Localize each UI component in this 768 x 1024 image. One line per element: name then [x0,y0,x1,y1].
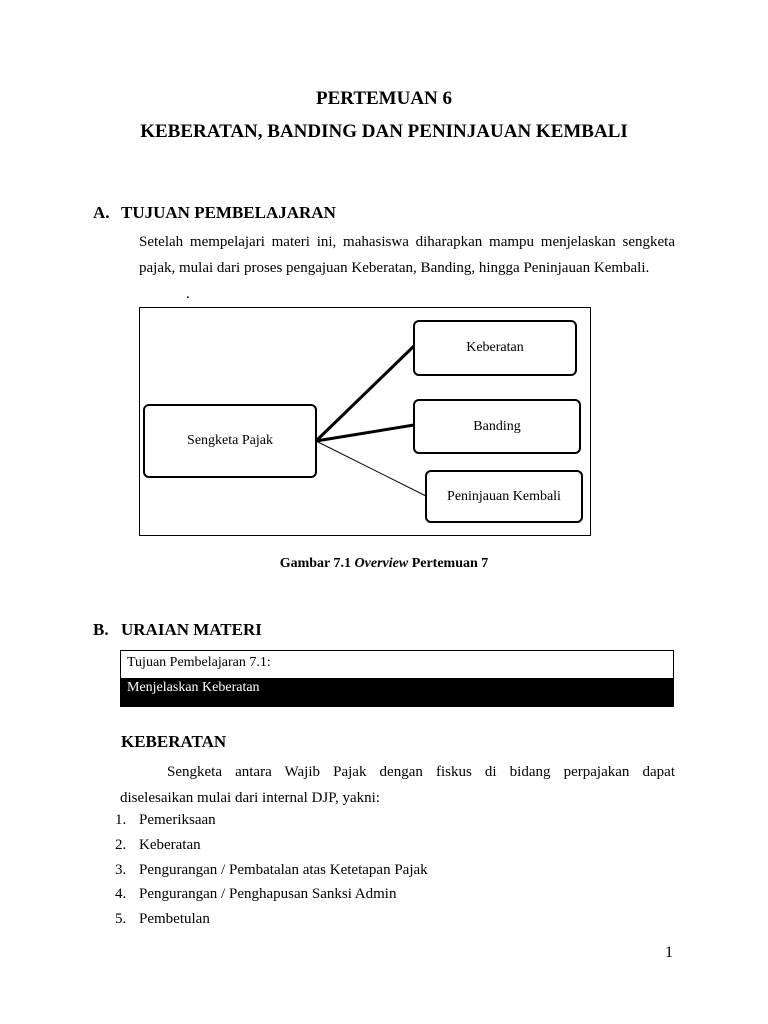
keberatan-heading: KEBERATAN [121,732,227,751]
stray-dot: . [186,286,190,302]
section-b-title: URAIAN MATERI [121,620,262,639]
figure-caption [0,556,768,572]
overview-diagram [139,307,591,536]
page-subtitle: KEBERATAN, BANDING DAN PENINJAUAN KEMBALI [140,121,628,142]
section-a-line-1: Setelah mempelajari materi ini, mahasiswa diharapkan mampu menjelaskan sengketa [139,234,675,250]
list-number: 3. [115,862,127,878]
node-keberatan-label: Keberatan [466,340,524,355]
list-number: 2. [115,837,127,853]
caption-suffix: Pertemuan 7 [408,556,489,571]
node-peninjauan-kembali [425,470,583,523]
list-text: Pengurangan / Penghapusan Sanksi Admin [139,886,397,902]
list-item [115,862,428,879]
node-sengketa-pajak [143,404,317,478]
objective-text: Menjelaskan Keberatan [121,678,673,706]
list-text: Pembetulan [139,911,210,927]
list-number: 4. [115,886,127,902]
section-a-line-2: pajak, mulai dari proses pengajuan Keberatan, Banding, hingga Peninjauan Kembali. [139,260,650,276]
section-b-heading [93,620,262,640]
section-a-letter: A. [93,203,110,222]
page-title: PERTEMUAN 6 [315,88,453,109]
section-a-heading [93,203,336,223]
node-keberatan [413,320,577,376]
list-number: 1. [115,812,127,828]
list-item [115,886,396,903]
caption-italic: Overview [354,556,409,571]
keberatan-para-line-1: Sengketa antara Wajib Pajak dengan fiskus di bidang perpajakan dapat [167,764,675,780]
node-banding [413,399,581,454]
list-number: 5. [115,911,127,927]
list-text: Pemeriksaan [139,812,216,828]
list-item [115,837,201,854]
page-number: 1 [665,944,673,961]
list-text: Pengurangan / Pembatalan atas Ketetapan Pajak [139,862,428,878]
connector-peninjauan [316,441,426,496]
node-peninjauan-label: Peninjauan Kembali [447,488,561,504]
list-item [115,812,216,829]
list-text: Keberatan [139,837,201,853]
node-sengketa-pajak-label: Sengketa Pajak [187,433,273,448]
objective-label: Tujuan Pembelajaran 7.1: [127,655,271,670]
caption-prefix: Gambar 7.1 [279,556,355,571]
section-b-letter: B. [93,620,109,639]
list-item [115,911,210,928]
section-a-title: TUJUAN PEMBELAJARAN [121,203,336,222]
learning-objective-box [120,650,674,707]
keberatan-para-line-2: diselesaikan mulai dari internal DJP, yakni: [120,790,380,806]
node-banding-label: Banding [473,418,521,434]
